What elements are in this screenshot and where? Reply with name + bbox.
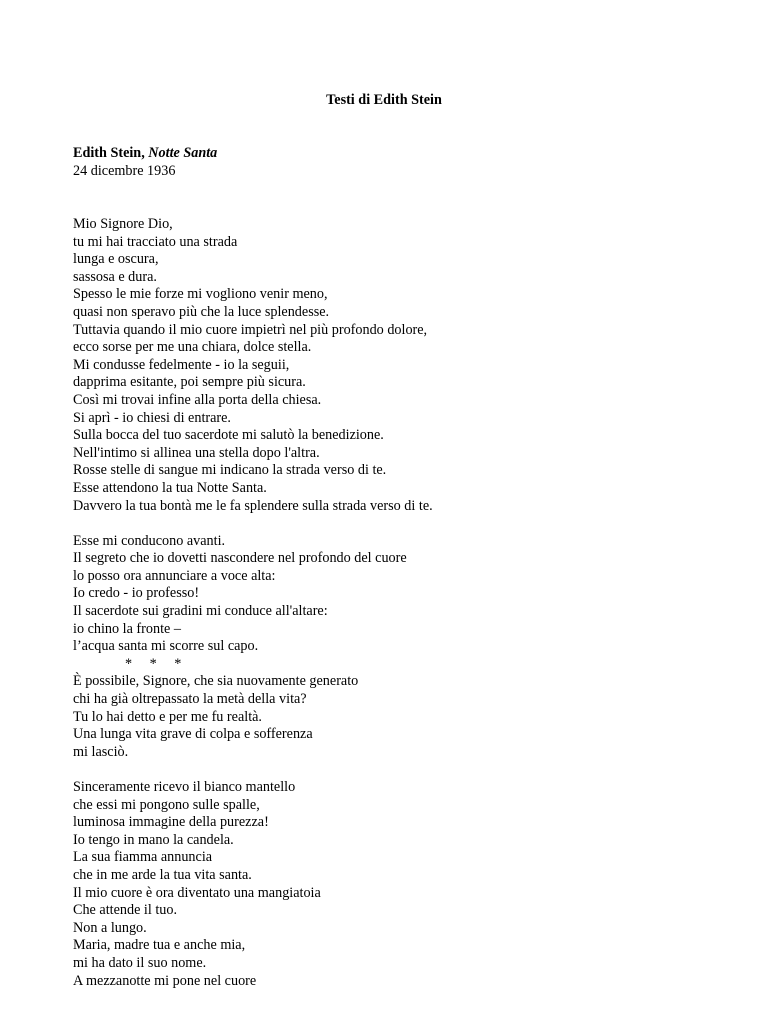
poem-line: chi ha già oltrepassato la metà della vita? — [73, 691, 307, 708]
poem-header — [73, 145, 217, 180]
stanza-gap — [73, 515, 433, 533]
poem-line: Si aprì - io chiesi di entrare. — [73, 409, 231, 426]
poem-line: Così mi trovai infine alla porta della chiesa. — [73, 391, 322, 408]
poem-line: Nell'intimo si allinea una stella dopo l'altra. — [73, 444, 320, 461]
stanza-3 — [73, 673, 433, 761]
poem-line: Io tengo in mano la candela. — [73, 831, 234, 848]
poem-line: Esse attendono la tua Notte Santa. — [73, 479, 267, 496]
poem-line: Spesso le mie forze mi vogliono venir meno, — [73, 286, 328, 303]
poem-line: tu mi hai tracciato una strada — [73, 233, 238, 250]
poem-line: Il sacerdote sui gradini mi conduce all'altare: — [73, 603, 328, 620]
stanza-1 — [73, 216, 433, 515]
poem-line: A mezzanotte mi pone nel cuore — [73, 972, 257, 989]
poem-line: Sulla bocca del tuo sacerdote mi salutò la benedizione. — [73, 427, 384, 444]
poem-line: Mi condusse fedelmente - io la seguii, — [73, 356, 290, 373]
poem-line: Mio Signore Dio, — [73, 216, 173, 232]
author-name: Edith Stein, — [73, 145, 149, 161]
poem-line: dapprima esitante, poi sempre più sicura. — [73, 374, 306, 391]
poem-line: È possibile, Signore, che sia nuovamente generato — [73, 673, 359, 690]
poem-line: Una lunga vita grave di colpa e sofferenza — [73, 726, 313, 743]
poem-line: Tuttavia quando il mio cuore impietrì nel più profondo dolore, — [73, 321, 428, 338]
poem-body — [73, 216, 433, 990]
poem-line: quasi non speravo più che la luce splendesse. — [73, 303, 330, 320]
poem-line: io chino la fronte – — [73, 620, 181, 637]
poem-line: che essi mi pongono sulle spalle, — [73, 796, 260, 813]
document-title: Testi di Edith Stein — [326, 92, 442, 108]
poem-line: Il mio cuore è ora diventato una mangiatoia — [73, 884, 321, 901]
stanza-2 — [73, 533, 433, 656]
poem-line: lunga e oscura, — [73, 251, 159, 268]
work-title: Notte Santa — [148, 145, 218, 161]
section-separator: * * * — [125, 655, 182, 672]
poem-line: sassosa e dura. — [73, 268, 157, 285]
poem-line: Maria, madre tua e anche mia, — [73, 937, 246, 954]
poem-line: Che attende il tuo. — [73, 902, 178, 919]
poem-line: Io credo - io professo! — [73, 585, 200, 602]
poem-heading — [73, 145, 217, 163]
poem-date: 24 dicembre 1936 — [73, 162, 176, 179]
poem-line: Esse mi conducono avanti. — [73, 532, 226, 549]
stanza-4 — [73, 779, 433, 990]
poem-line: ecco sorse per me una chiara, dolce stella. — [73, 339, 312, 356]
poem-line: luminosa immagine della purezza! — [73, 814, 269, 831]
poem-line: mi lasciò. — [73, 743, 129, 760]
poem-line: l’acqua santa mi scorre sul capo. — [73, 638, 259, 655]
poem-line: Tu lo hai detto e per me fu realtà. — [73, 708, 262, 725]
stanza-gap — [73, 761, 433, 779]
poem-line: mi ha dato il suo nome. — [73, 954, 207, 971]
poem-line: lo posso ora annunciare a voce alta: — [73, 567, 276, 584]
poem-line: La sua fiamma annuncia — [73, 849, 213, 866]
poem-line: Sinceramente ricevo il bianco mantello — [73, 779, 296, 795]
poem-line: Davvero la tua bontà me le fa splendere sulla strada verso di te. — [73, 497, 433, 514]
poem-line: Il segreto che io dovetti nascondere nel profondo del cuore — [73, 550, 407, 567]
poem-line: Non a lungo. — [73, 919, 147, 936]
poem-line: Rosse stelle di sangue mi indicano la strada verso di te. — [73, 462, 387, 479]
poem-line: che in me arde la tua vita santa. — [73, 866, 252, 883]
